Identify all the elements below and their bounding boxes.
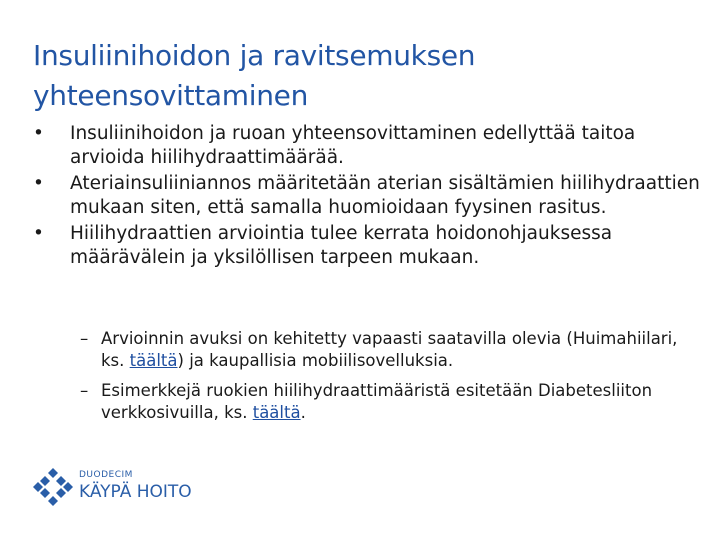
sub-bullet-text-after: . — [300, 403, 306, 422]
kaypa-hoito-logo — [33, 467, 192, 509]
logo-duodecim-text: DUODECIM — [79, 470, 133, 480]
sub-bullet-item — [80, 380, 680, 424]
sub-bullet-list — [80, 328, 680, 432]
bullet-text: Hiilihydraattien arviointia tulee kerrata hoidonohjauksessa määrävälein ja yksilöllisen tarpeen mukaan. — [70, 223, 613, 268]
bullet-marker: • — [33, 173, 44, 194]
sub-bullet-text-before: Arvioinnin avuksi on kehitetty vapaasti saatavilla olevia (Huimahiilari, ks. — [101, 329, 678, 370]
diabetesliitto-link[interactable]: täältä — [252, 403, 301, 422]
logo-kaypa-hoito-text: KÄYPÄ HOITO — [79, 482, 192, 502]
sub-bullet-item — [80, 328, 680, 372]
bullet-item — [33, 122, 703, 170]
bullet-text: Ateriainsuliiniannos määritetään aterian sisältämien hiilihydraattien mukaan siten, että samalla huomioidaan fyysinen rasitus. — [70, 173, 700, 218]
diamond-logo-icon — [33, 467, 73, 507]
sub-bullet-text-before: Esimerkkejä ruokien hiilihydraattimääristä esitetään Diabetesliiton verkkosivuilla, ks. — [101, 381, 653, 422]
bullet-marker: • — [33, 223, 44, 244]
bullet-marker: • — [33, 123, 44, 144]
bullet-list — [33, 122, 703, 272]
bullet-text: Insuliinihoidon ja ruoan yhteensovittaminen edellyttää taitoa arvioida hiilihydraattimäärää. — [70, 123, 636, 168]
huimahiilari-link[interactable]: täältä — [129, 351, 178, 370]
bullet-item — [33, 222, 703, 270]
sub-bullet-text-after: ) ja kaupallisia mobiilisovelluksia. — [177, 351, 454, 370]
sub-bullet-marker: – — [80, 329, 89, 348]
bullet-item — [33, 172, 703, 220]
sub-bullet-marker: – — [80, 381, 89, 400]
slide-title: Insuliinihoidon ja ravitsemuksen yhteensovittaminen — [33, 39, 476, 112]
